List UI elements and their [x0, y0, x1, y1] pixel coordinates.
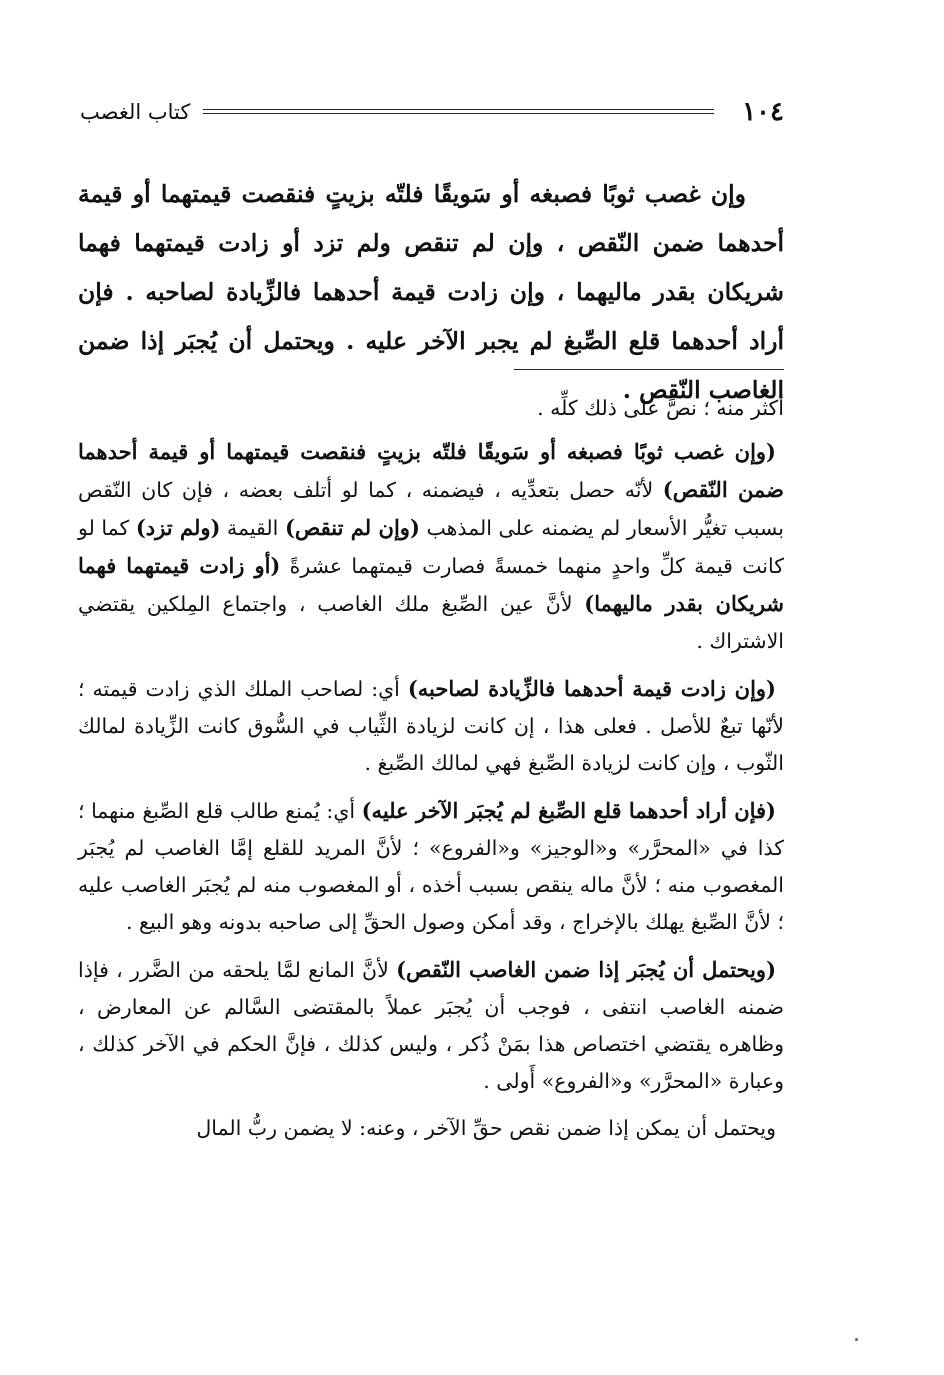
- quoted-text: (ويحتمل أن يُجبَر إذا ضمن الغاصب النّقص): [396, 957, 777, 982]
- commentary-text: القيمة: [220, 516, 285, 540]
- quoted-text: (ولم تزد): [135, 515, 221, 540]
- footnote-divider: [514, 369, 784, 370]
- commentary-text: لأنَّ عين الصِّبغ ملك الغاصب ، واجتماع المِلكين يقتضي الاشتراك .: [78, 592, 784, 653]
- commentary-paragraph: أكثر منه ؛ نصَّ على ذلك كلِّه .: [537, 396, 784, 420]
- quoted-text: (أو زادت قيمتهما فهما شريكان بقدر ماليهما): [78, 553, 784, 616]
- quoted-text: (وإن زادت قيمة أحدهما فالزِّيادة لصاحبه): [407, 676, 776, 701]
- commentary-paragraph: [78, 951, 784, 1100]
- commentary-block: [78, 390, 784, 1157]
- quoted-text: (فإن أراد أحدهما قلع الصِّبغ لم يُجبَر الآخر عليه): [361, 798, 776, 823]
- commentary-text: أي: لصاحب الملك الذي زادت قيمته ؛ لأنّها تبعٌ للأصل . فعلى هذا ، إن كانت لزيادة الثِّياب في السُّوق كانت الزِّيادة لمالك الثّوب ، وإن كانت لزيادة الصِّبغ فهي لمالك الصِّبغ .: [78, 677, 784, 775]
- page-number: ١٠٤: [742, 97, 784, 127]
- commentary-paragraph: [78, 670, 784, 782]
- main-text-block: وإن غصب ثوبًا فصبغه أو سَويقًا فلتّه بزيتٍ فنقصت قيمتهما أو قيمة أحدهما ضمن النّقص ، وإن لم تنقص ولم تزد أو زادت قيمتهما فهما شريكان بقدر ماليهما ، وإن زادت قيمة أحدهما فالزِّيادة لصاحبه . فإن أراد أحدهما قلع الصِّبغ لم يجبر الآخر عليه . ويحتمل أن يُجبَر إذا ضمن الغاصب النّقص .: [78, 180, 784, 404]
- chapter-title: كتاب الغصب: [80, 100, 191, 124]
- commentary-text: كما لو كانت قيمة كلِّ واحدٍ منهما خمسةً فصارت قيمتهما عشرةً: [78, 516, 784, 578]
- commentary-text: لأنّه حصل بتعدِّيه ، فيضمنه ، كما لو أتلف بعضه ، فإن كان النّقص بسبب تغيُّر الأسعار لم يضمنه على المذهب: [78, 478, 784, 540]
- commentary-text: لأنَّ المانع لمَّا يلحقه من الضَّرر ، فإذا ضمنه الغاصب انتفى ، فوجب أن يُجبَر عملاً بالمقتضى السَّالم عن المعارض ، وظاهره يقتضي اختصاص هذا بمَنْ ذُكر ، وليس كذلك ، فإنَّ الحكم في الآخر كذلك ، وعبارة «المحرَّر» و«الفروع» أَولى .: [78, 958, 784, 1093]
- quoted-text: (وإن لم تنقص): [284, 515, 420, 540]
- running-header: [80, 92, 784, 132]
- commentary-paragraph: [78, 792, 784, 941]
- commentary-text: أي: يُمنع طالب قلع الصِّبغ منهما ؛ كذا في «المحرَّر» و«الوجيز» و«الفروع» ؛ لأنَّ المريد للقلع إمَّا الغاصب لم يُجبَر المغصوب منه ؛ لأنَّ ماله ينقص بسبب أخذه ، أو المغصوب منه لم يُجبَر الغاصب عليه ؛ لأنَّ الصِّبغ يهلك بالإخراج ، وقد أمكن وصول الحقِّ إلى صاحبه بدونه وهو البيع .: [78, 799, 784, 934]
- header-rule: [203, 109, 714, 114]
- quoted-text: (وإن غصب ثوبًا فصبغه أو سَويقًا فلتّه بزيتٍ فنقصت قيمتهما أو قيمة أحدهما ضمن النّقص): [78, 439, 784, 502]
- scan-speck: [855, 1338, 858, 1341]
- commentary-paragraph: [78, 433, 784, 660]
- commentary-paragraph: ويحتمل أن يمكن إذا ضمن نقص حقِّ الآخر ، وعنه: لا يضمن ربُّ المال: [196, 1116, 776, 1140]
